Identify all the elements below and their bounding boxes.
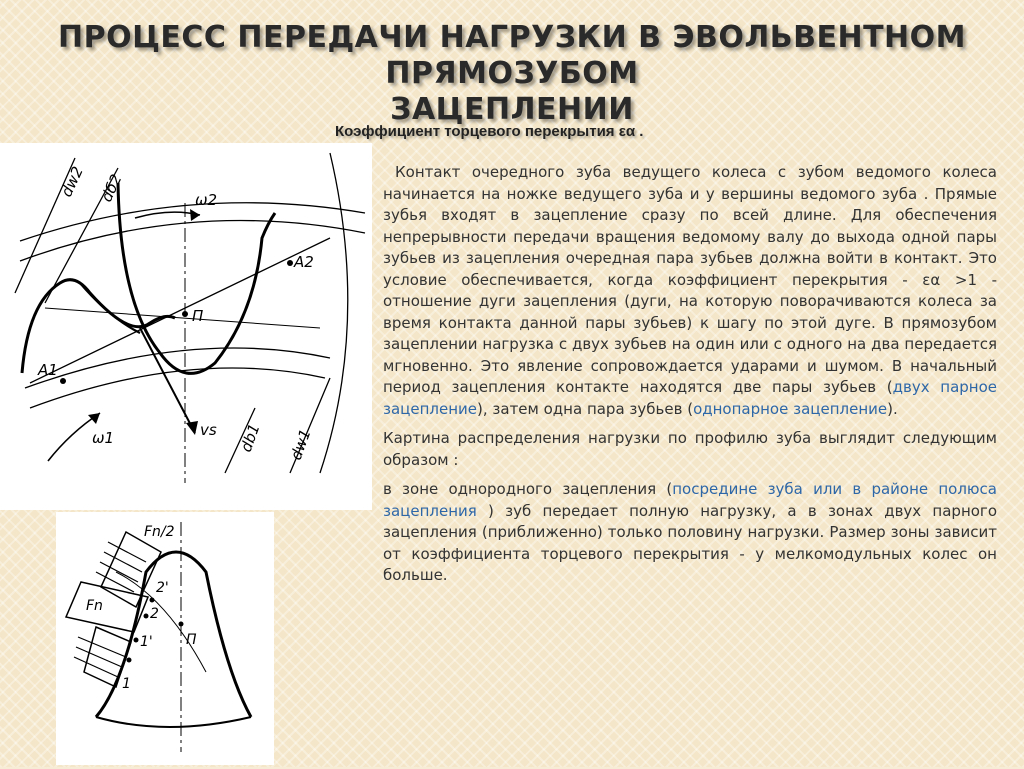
label-1-prime: 1' (140, 634, 153, 650)
label-1: 1 (122, 676, 131, 692)
body-text (383, 162, 997, 595)
load-distribution-drawing (56, 512, 274, 765)
paragraph-zones-text: в зоне однородного зацепления ( (383, 480, 673, 498)
gear-mesh-figure (0, 143, 372, 510)
paragraph-zones (383, 479, 997, 587)
paragraph-contact (383, 162, 997, 420)
label-dw2: dw2 (57, 163, 87, 200)
label-2: 2 (150, 606, 159, 622)
title-line-2: ЗАЦЕПЛЕНИИ (390, 92, 634, 127)
link-single-pair-mesh[interactable]: однопарное зацепление (693, 399, 888, 418)
slide-title (40, 20, 984, 128)
label-A1: A1 (38, 361, 58, 379)
paragraph-load-picture: Картина распределения нагрузки по профилю зуба выглядит следующим образом : (383, 429, 997, 469)
gear-mesh-drawing (0, 143, 372, 510)
label-fn2: Fn/2 (144, 524, 175, 540)
link-pole-zone[interactable]: посредине зуба или в районе полюса зацепления (383, 480, 997, 520)
title-line-1: ПРОЦЕСС ПЕРЕДАЧИ НАГРУЗКИ В ЭВОЛЬВЕНТНОМ ПРЯМОЗУБОМ (57, 20, 967, 91)
paragraph-contact-text-2: ), затем одна пара зубьев ( (477, 399, 694, 418)
paragraph-contact-text: Контакт очередного зуба ведущего колеса с зубом ведомого колеса начинается на ножке ведущего зуба и у вершины ведомого зуба . Прямые зубья входят в зацепление сразу по всей длине. Для обеспечения непрерывности передачи вращения ведомому валу до выхода одной пары зубьев из зацепления очередная пара зубьев должна войти в контакт. Это условие обеспечивается, когда коэффициент перекрытия - εα >1 - отношение дуги зацепления (дуги, на которую поворачиваются колеса за время контакта данной пары зубьев) к шагу по этой дуге. В прямозубом зацеплении нагрузка с двух зубьев на один или с одного на два передается мгновенно. Это явление сопровождается ударами и шумом. В начальный период зацепления контакте находятся две пары зубьев ( (383, 163, 997, 396)
label-vs: vs (200, 421, 217, 439)
label-db1: db1 (236, 421, 264, 455)
label-2-prime: 2' (156, 580, 169, 596)
slide-subtitle: Коэффициент торцевого перекрытия εα . (335, 123, 644, 140)
label-omega2: ω2 (195, 191, 218, 209)
paragraph-zones-text-2: ) зуб передает полную нагрузку, а в зонах двух парного зацепления (приближенно) только половину нагрузки. Размер зоны зависит от коэффициента торцевого перекрытия - у мелкомодульных колес он больше. (383, 501, 997, 584)
label-fn: Fn (86, 598, 103, 614)
label-P: П (192, 307, 204, 325)
link-two-pair-mesh[interactable]: двух парное зацепление (383, 378, 997, 418)
label-omega1: ω1 (92, 429, 115, 447)
label-db2: dб2 (97, 171, 126, 205)
label-pole: П (186, 632, 197, 648)
load-distribution-figure (56, 512, 274, 765)
label-A2: A2 (294, 253, 314, 271)
paragraph-contact-text-3: ). (887, 399, 898, 418)
label-dw1: dw1 (286, 426, 315, 463)
